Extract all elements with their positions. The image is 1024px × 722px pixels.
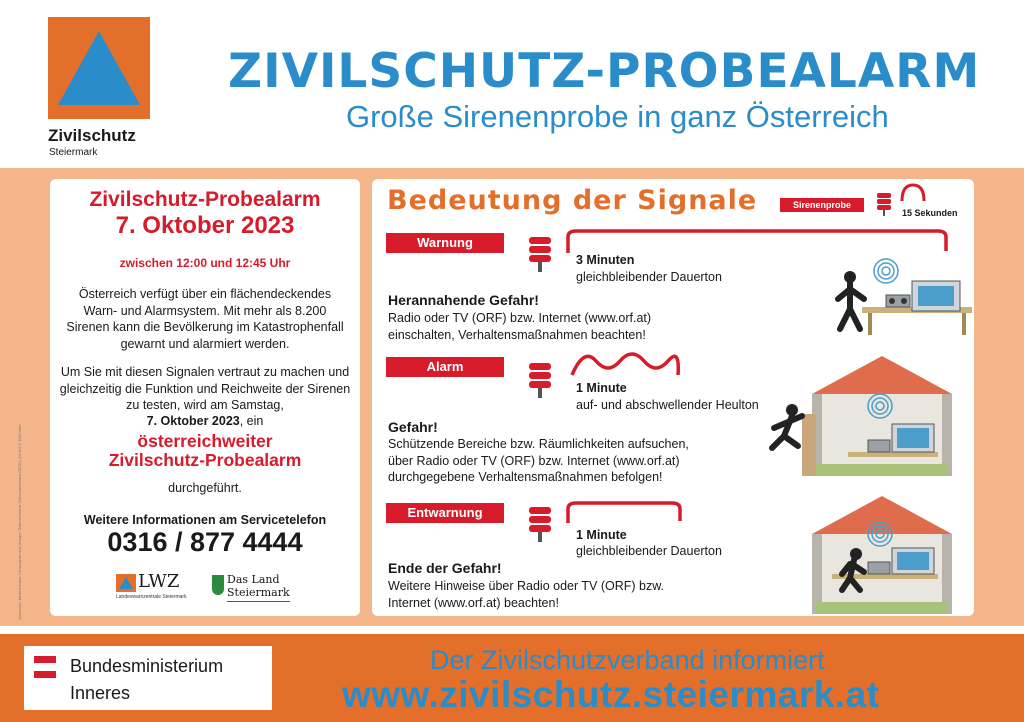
info-highlight-line-1: österreichweiter [137,431,273,451]
austria-flag-icon [34,656,56,678]
illustration-entwarnung [812,496,952,614]
siren-icon-probe [877,193,891,216]
service-phone-label: Weitere Informationen am Servicetelefon [83,513,327,527]
info-date-inline [50,414,360,428]
info-date: 7. Oktober 2023 [115,212,295,239]
steiermark-logo-text [227,573,290,602]
tag-alarm: Alarm [386,357,504,377]
steiermark-logo-line-2: Steiermark [227,586,290,599]
page-title: ZIVILSCHUTZ-PROBEALARM [228,44,981,99]
lwz-triangle-icon [116,574,136,592]
warnung-signal-line [568,231,946,253]
tag-warnung: Warnung [386,233,504,253]
ministry-name: Bundesministerium [70,656,224,676]
page-subtitle: Große Sirenenprobe in ganz Österreich [346,99,889,134]
alarm-tone: auf- und abschwellender Heulton [576,398,759,412]
footer-info-line: Der Zivilschutzverband informiert [430,645,825,675]
ministry-department: Inneres [70,683,131,703]
tag-entwarnung: Entwarnung [386,503,504,523]
lwz-logo-subtext: Landeswarnzentrale Steiermark [116,594,187,600]
siren-icon-entwarnung [529,507,551,542]
siren-icon-alarm [529,363,551,398]
logo-name: Zivilschutz [48,126,136,145]
warnung-text: Radio oder TV (ORF) bzw. Internet (www.orf.at) einschalten, Verhaltensmaßnahmen beachten! [388,311,652,342]
lwz-logo [116,571,208,604]
sirenenprobe-tag: Sirenenprobe [780,198,864,212]
entwarnung-text: Weitere Hinweise über Radio oder TV (ORF) bzw. Internet (www.orf.at) beachten! [388,579,665,610]
ministry-logo [24,646,272,710]
triangle-icon [48,17,150,119]
info-title: Zivilschutz-Probealarm [89,188,321,211]
info-time: zwischen 12:00 und 12:45 Uhr [119,256,291,270]
warnung-duration: 3 Minuten [576,253,635,267]
logo-region: Steiermark [49,147,98,158]
info-date-bold: 7. Oktober 2023 [146,414,240,428]
alarm-heading: Gefahr! [388,419,438,435]
steiermark-logo-line-1: Das Land [227,573,280,586]
entwarnung-signal-line [568,503,680,523]
illustration-warnung [838,259,972,335]
alarm-signal-wave [572,354,678,375]
sirenenprobe-duration: 15 Sekunden [902,208,958,218]
zivilschutz-logo [48,17,150,119]
warnung-tone: gleichbleibender Dauerton [576,270,722,284]
warnung-heading: Herannahende Gefahr! [388,292,539,308]
info-paragraph-1: Österreich verfügt über ein flächendeckendes Warn- und Alarmsystem. Mit mehr als 8.200 Sirenen kann die Bevölkerung im Katastrophenfall gewarnt und alarmiert werden. [66,287,344,351]
lwz-logo-text: LWZ [138,571,180,592]
entwarnung-duration: 1 Minute [576,528,627,542]
alarm-text: Schützende Bereiche bzw. Räumlichkeiten aufsuchen, über Radio oder TV (ORF) bzw. Internet (www.orf.at) durchgegebene Verhaltensmaßnahmen befolgen! [388,437,689,484]
steiermark-logo [212,573,290,605]
siren-icon-warnung [529,237,551,272]
info-ending: durchgeführt. [168,481,242,495]
footer-url-link[interactable]: www.zivilschutz.steiermark.at [342,674,880,715]
entwarnung-tone: gleichbleibender Dauerton [576,544,722,558]
info-highlight [50,432,360,470]
steiermark-crest-icon [212,575,224,595]
signals-title: Bedeutung der Signale [387,185,758,216]
entwarnung-heading: Ende der Gefahr! [388,560,502,576]
alarm-duration: 1 Minute [576,381,627,395]
illustration-alarm [772,356,952,476]
info-paragraph-2: Um Sie mit diesen Signalen vertraut zu machen und gleichzeitig die Funktion und Reichweite der Sirenen zu testen, wird am Samstag, [59,365,351,412]
info-highlight-line-2: Zivilschutz-Probealarm [108,450,302,470]
service-phone-number: 0316 / 877 4444 [107,527,303,557]
imprint-text: Impressum: Medieninhaber, Herausgeber und Verleger: Österreichischer Zivilschutzverband (ÖZSV), Am Hof 4, 1010 Wien [18,424,22,620]
info-date-suffix: , ein [239,414,264,428]
probe-signal-arc [902,185,924,201]
